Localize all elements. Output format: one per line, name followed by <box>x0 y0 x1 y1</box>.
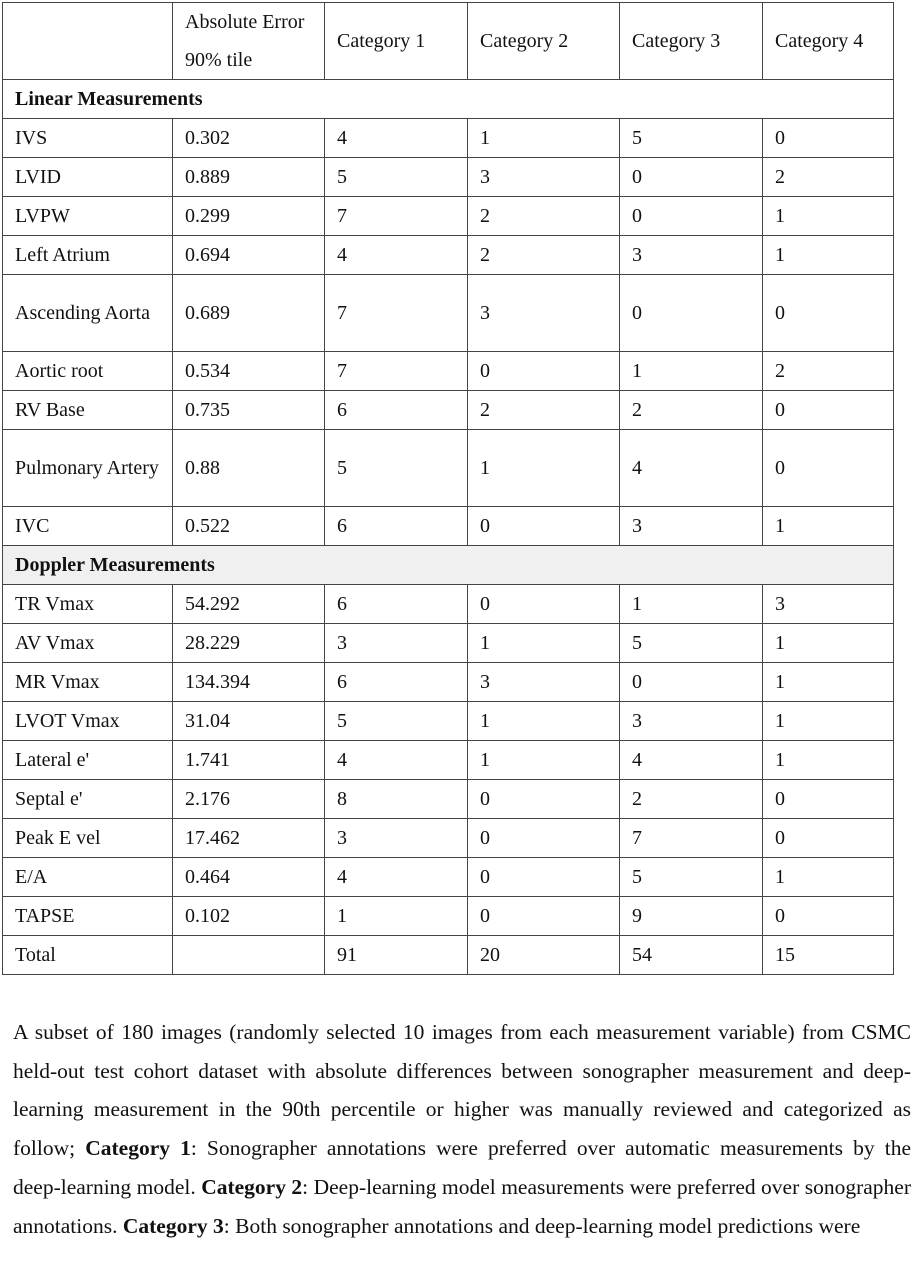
table-cell-error: 0.522 <box>173 507 325 546</box>
table-cell-c4: 1 <box>763 507 894 546</box>
table-row <box>3 197 894 236</box>
table-cell-error: 0.534 <box>173 352 325 391</box>
table-cell-c1: 4 <box>325 119 468 158</box>
section-header-row <box>3 546 894 585</box>
table-cell-c3: 1 <box>620 352 763 391</box>
table-cell-name: Aortic root <box>3 352 173 391</box>
table-cell-c3: 2 <box>620 780 763 819</box>
table-cell-c1: 6 <box>325 585 468 624</box>
table-cell-c1: 7 <box>325 275 468 352</box>
table-cell-c1: 5 <box>325 158 468 197</box>
table-cell-c4: 2 <box>763 158 894 197</box>
table-cell-c2: 2 <box>468 391 620 430</box>
table-cell-c2: 3 <box>468 663 620 702</box>
table-cell-c3: 7 <box>620 819 763 858</box>
table-cell-name: Septal e' <box>3 780 173 819</box>
table-cell-c2: 1 <box>468 741 620 780</box>
table-cell-c3: 4 <box>620 741 763 780</box>
table-cell-c3: 5 <box>620 858 763 897</box>
table-cell-c4: 0 <box>763 391 894 430</box>
table-row <box>3 663 894 702</box>
table-row <box>3 391 894 430</box>
table-cell-name: LVID <box>3 158 173 197</box>
section-title: Doppler Measurements <box>3 546 894 585</box>
table-cell-c3: 3 <box>620 236 763 275</box>
table-cell-error: 28.229 <box>173 624 325 663</box>
table-cell-name: LVOT Vmax <box>3 702 173 741</box>
table-cell-error: 54.292 <box>173 585 325 624</box>
table-cell-c1: 7 <box>325 352 468 391</box>
table-cell-c2: 1 <box>468 624 620 663</box>
table-cell-name: Ascending Aorta <box>3 275 173 352</box>
table-cell-c1: 6 <box>325 507 468 546</box>
table-cell-c2: 0 <box>468 507 620 546</box>
table-cell-name: LVPW <box>3 197 173 236</box>
table-row <box>3 624 894 663</box>
table-cell-c4: 1 <box>763 702 894 741</box>
table-cell-name: AV Vmax <box>3 624 173 663</box>
total-cell-c4: 15 <box>763 936 894 975</box>
caption-category-1-text: : Sonographer annotations were preferred over automatic measurements by the deep-learning model. <box>13 1136 911 1199</box>
header-cell: Category 4 <box>763 3 894 80</box>
table-cell-error: 0.689 <box>173 275 325 352</box>
table-cell-error: 0.464 <box>173 858 325 897</box>
table-cell-c4: 1 <box>763 624 894 663</box>
table-cell-error: 2.176 <box>173 780 325 819</box>
caption-category-2-text: : Deep-learning model measurements were preferred over sonographer annotations. <box>13 1174 911 1238</box>
table-cell-c2: 1 <box>468 702 620 741</box>
table-cell-c4: 1 <box>763 236 894 275</box>
table-cell-name: TR Vmax <box>3 585 173 624</box>
header-cell: Category 1 <box>325 3 468 80</box>
table-row <box>3 236 894 275</box>
table-row <box>3 858 894 897</box>
table-cell-c4: 0 <box>763 819 894 858</box>
total-cell-name: Total <box>3 936 173 975</box>
table-cell-c1: 7 <box>325 197 468 236</box>
table-cell-c1: 5 <box>325 430 468 507</box>
table-cell-c3: 1 <box>620 585 763 624</box>
table-cell-name: Peak E vel <box>3 819 173 858</box>
header-cell: Category 3 <box>620 3 763 80</box>
table-row <box>3 158 894 197</box>
table-row <box>3 430 894 507</box>
table-row <box>3 585 894 624</box>
section-title: Linear Measurements <box>3 80 894 119</box>
table-cell-c1: 4 <box>325 741 468 780</box>
table-cell-error: 134.394 <box>173 663 325 702</box>
table-cell-error: 0.302 <box>173 119 325 158</box>
table-cell-c4: 0 <box>763 897 894 936</box>
table-row <box>3 507 894 546</box>
table-cell-c2: 0 <box>468 352 620 391</box>
table-cell-c2: 0 <box>468 819 620 858</box>
table-cell-c3: 5 <box>620 119 763 158</box>
total-cell-error <box>173 936 325 975</box>
table-cell-c4: 1 <box>763 663 894 702</box>
table-row <box>3 819 894 858</box>
results-table <box>2 2 894 975</box>
table-row <box>3 119 894 158</box>
table-cell-c2: 0 <box>468 780 620 819</box>
table-cell-c3: 9 <box>620 897 763 936</box>
table-cell-c4: 3 <box>763 585 894 624</box>
table-cell-c2: 0 <box>468 585 620 624</box>
total-cell-c2: 20 <box>468 936 620 975</box>
table-cell-c3: 5 <box>620 624 763 663</box>
header-cell: Absolute Error 90% tile <box>173 3 325 80</box>
table-row <box>3 702 894 741</box>
table-cell-c4: 1 <box>763 858 894 897</box>
table-cell-c4: 0 <box>763 119 894 158</box>
header-cell <box>3 3 173 80</box>
table-cell-error: 0.694 <box>173 236 325 275</box>
table-cell-name: E/A <box>3 858 173 897</box>
table-cell-c1: 5 <box>325 702 468 741</box>
table-cell-name: IVS <box>3 119 173 158</box>
table-cell-c3: 3 <box>620 702 763 741</box>
table-cell-error: 17.462 <box>173 819 325 858</box>
table-cell-c2: 3 <box>468 158 620 197</box>
table-cell-error: 0.889 <box>173 158 325 197</box>
table-cell-name: IVC <box>3 507 173 546</box>
table-cell-c2: 2 <box>468 197 620 236</box>
table-cell-c4: 0 <box>763 780 894 819</box>
table-row <box>3 741 894 780</box>
table-cell-c1: 6 <box>325 663 468 702</box>
table-cell-error: 31.04 <box>173 702 325 741</box>
table-cell-c3: 2 <box>620 391 763 430</box>
caption-intro: A subset of 180 images (randomly selected 10 images from each measurement variable) from CSMC held-out test cohort dataset with absolute differences between sonographer measurement and deep-learning measurement in the 90th percentile or higher was manually reviewed and categorized as follow; <box>13 1020 911 1161</box>
table-cell-c2: 1 <box>468 119 620 158</box>
table-cell-c2: 2 <box>468 236 620 275</box>
table-cell-c4: 1 <box>763 197 894 236</box>
table-cell-c2: 0 <box>468 858 620 897</box>
total-cell-c3: 54 <box>620 936 763 975</box>
table-row <box>3 275 894 352</box>
table-cell-c1: 3 <box>325 624 468 663</box>
table-cell-c4: 0 <box>763 430 894 507</box>
header-cell: Category 2 <box>468 3 620 80</box>
caption-category-3-text: : Both sonographer annotations and deep-learning model predictions were <box>223 1213 861 1238</box>
table-row <box>3 780 894 819</box>
table-cell-c3: 0 <box>620 663 763 702</box>
table-cell-c3: 0 <box>620 197 763 236</box>
table-cell-error: 0.735 <box>173 391 325 430</box>
table-cell-c4: 0 <box>763 275 894 352</box>
table-cell-name: MR Vmax <box>3 663 173 702</box>
table-cell-name: Pulmonary Artery <box>3 430 173 507</box>
table-cell-c2: 1 <box>468 430 620 507</box>
table-cell-c1: 1 <box>325 897 468 936</box>
table-cell-name: TAPSE <box>3 897 173 936</box>
table-row <box>3 352 894 391</box>
table-cell-error: 0.102 <box>173 897 325 936</box>
caption-category-3-label: Category 3 <box>122 1213 224 1238</box>
section-header-row <box>3 80 894 119</box>
table-cell-c2: 3 <box>468 275 620 352</box>
table-cell-c3: 3 <box>620 507 763 546</box>
table-cell-c3: 0 <box>620 275 763 352</box>
table-cell-c1: 4 <box>325 236 468 275</box>
total-row <box>3 936 894 975</box>
caption-category-1-label: Category 1 <box>85 1136 191 1161</box>
table-cell-name: Left Atrium <box>3 236 173 275</box>
table-cell-c3: 4 <box>620 430 763 507</box>
table-cell-c2: 0 <box>468 897 620 936</box>
table-cell-c4: 1 <box>763 741 894 780</box>
table-caption <box>13 1013 911 1245</box>
table-cell-name: RV Base <box>3 391 173 430</box>
table-cell-error: 0.299 <box>173 197 325 236</box>
table-cell-c1: 4 <box>325 858 468 897</box>
table-cell-c3: 0 <box>620 158 763 197</box>
header-row <box>3 3 894 80</box>
table-cell-c1: 6 <box>325 391 468 430</box>
table-cell-error: 0.88 <box>173 430 325 507</box>
table-cell-error: 1.741 <box>173 741 325 780</box>
table-cell-name: Lateral e' <box>3 741 173 780</box>
total-cell-c1: 91 <box>325 936 468 975</box>
table-row <box>3 897 894 936</box>
caption-category-2-label: Category 2 <box>201 1174 303 1199</box>
table-body <box>3 80 894 975</box>
table-cell-c1: 3 <box>325 819 468 858</box>
table-cell-c1: 8 <box>325 780 468 819</box>
table-cell-c4: 2 <box>763 352 894 391</box>
